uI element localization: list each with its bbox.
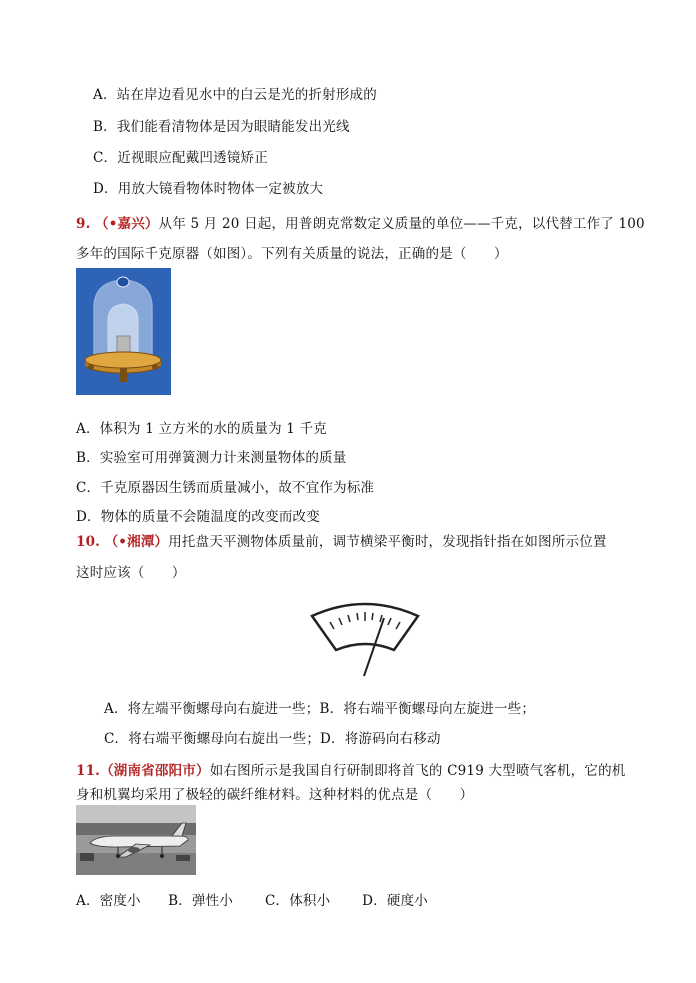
- question-10-text-1: 用托盘天平测物体质量前，调节横梁平衡时，发现指针指在如图所示位置: [168, 534, 607, 550]
- question-11-number: 11.: [76, 763, 101, 779]
- question-9-option-c: C．千克原器因生锈而质量减小，故不宜作为标准: [76, 480, 375, 496]
- question-11-text-1: 如右图所示是我国自行研制即将首飞的 C919 大型喷气客机，它的机: [209, 763, 626, 779]
- question-10-line2: 这时应该（ ）: [76, 565, 186, 581]
- question-10-number: 10.: [76, 534, 101, 550]
- question-10-options-1: A．将左端平衡螺母向右旋进一些；B．将右端平衡螺母向左旋进一些；: [104, 701, 536, 717]
- c919-aircraft-image: [76, 805, 196, 875]
- question-9-option-a: A．体积为 1 立方米的水的质量为 1 千克: [76, 421, 327, 437]
- option-a-prev: A．站在岸边看见水中的白云是光的折射形成的: [93, 87, 377, 103]
- question-10-options-2: C．将右端平衡螺母向右旋出一些；D．将游码向右移动: [104, 731, 441, 747]
- question-9-text-1: 从年 5 月 20 日起，用普朗克常数定义质量的单位——千克，以代替工作了 100: [158, 216, 645, 232]
- question-10-line1: [76, 530, 607, 550]
- question-10-source: （•湘潭）: [104, 534, 169, 550]
- question-11-options: A．密度小 B．弹性小 C．体积小 D．硬度小: [76, 893, 429, 909]
- question-9-option-b: B．实验室可用弹簧测力计来测量物体的质量: [76, 450, 347, 466]
- option-b-prev: B．我们能看清物体是因为眼睛能发出光线: [93, 119, 350, 135]
- question-11-source: （湖南省邵阳市）: [100, 763, 210, 779]
- question-11-line1: [76, 759, 625, 779]
- question-9-number: 9.: [76, 216, 91, 232]
- balance-pointer-figure: [306, 596, 424, 678]
- question-9-line1: [76, 212, 645, 232]
- question-11-line2: 身和机翼均采用了极轻的碳纤维材料。这种材料的优点是（ ）: [76, 787, 474, 803]
- question-9-line2: 多年的国际千克原器（如图）。下列有关质量的说法，正确的是（ ）: [76, 246, 508, 262]
- question-9-source: （•嘉兴）: [95, 216, 159, 232]
- question-9-option-d: D．物体的质量不会随温度的改变而改变: [76, 509, 320, 525]
- option-c-prev: C．近视眼应配戴凹透镜矫正: [93, 150, 268, 166]
- kilogram-prototype-image: [76, 268, 171, 395]
- option-d-prev: D．用放大镜看物体时物体一定被放大: [93, 181, 324, 197]
